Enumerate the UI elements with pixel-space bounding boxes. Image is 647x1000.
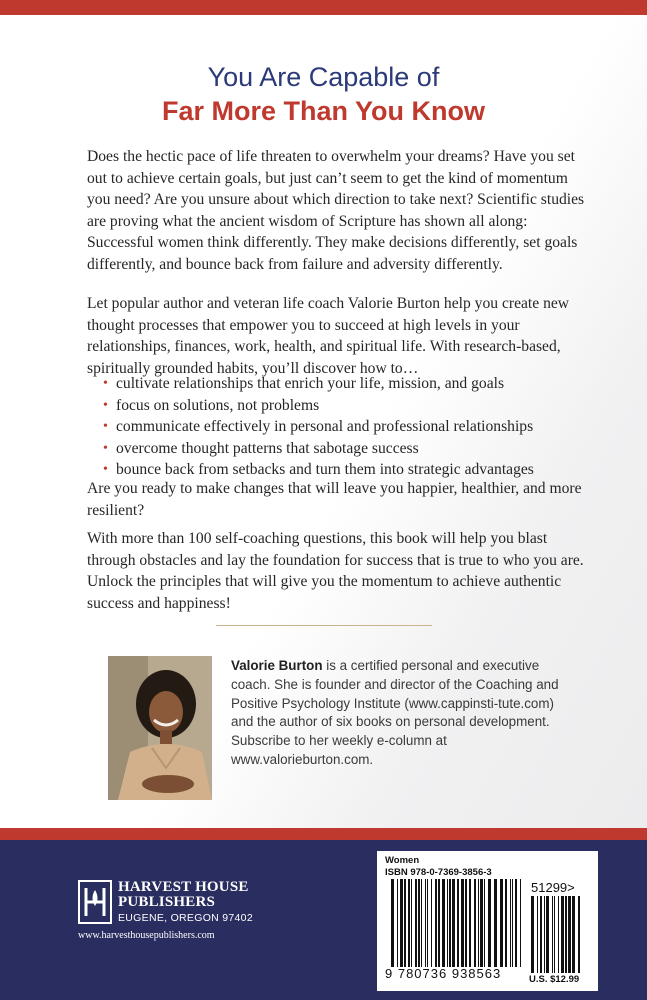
benefits-list xyxy=(103,373,603,481)
question-paragraph: Are you ready to make changes that will leave you happier, healthier, and more resilient? xyxy=(87,480,582,519)
top-red-band xyxy=(0,0,647,15)
list-item-text: communicate effectively in personal and professional relationships xyxy=(116,418,534,436)
bullet-icon: • xyxy=(103,376,108,391)
list-item-text: cultivate relationships that enrich your life, mission, and goals xyxy=(116,375,505,392)
heading-line-2: Far More Than You Know xyxy=(161,96,485,126)
bullet-icon: • xyxy=(103,462,108,478)
publisher-logo xyxy=(78,880,268,950)
heading-line-1: You Are Capable of xyxy=(207,62,440,92)
intro-paragraph: Does the hectic pace of life threaten to overwhelm your dreams? Have you set out to achieve certain goals, but just can’t seem to get the kind of momentum you need? Are you unsure about which direction to take next? Scientific studies are proving what the ancient wisdom of Scripture has shown all along: Successful women think differently. They make decisions differently, set goals differently, and bounce back from failure and adversity differently. xyxy=(87,148,585,273)
price-code: 51299> xyxy=(531,880,575,895)
list-item xyxy=(103,416,603,438)
publisher-name: HARVEST HOUSE PUBLISHERS xyxy=(118,879,249,910)
bottom-red-band xyxy=(0,828,647,840)
list-item xyxy=(103,438,603,460)
divider-line xyxy=(216,625,432,626)
bullet-icon: • xyxy=(103,440,108,456)
author-bio xyxy=(231,657,561,770)
publisher-url: www.harvesthousepublishers.com xyxy=(78,930,215,941)
barcode-icon xyxy=(391,879,526,967)
publisher-emblem-icon xyxy=(78,880,112,924)
price-label: U.S. $12.99 xyxy=(529,974,580,985)
author-paragraph: Let popular author and veteran life coach Valorie Burton help you create new thought processes that empower you to succeed at high levels in your relationships, finances, work, health, and spiritual life. With research-based, spiritually grounded habits, you’ll discover how to… xyxy=(87,295,570,377)
publisher-city: EUGENE, OREGON 97402 xyxy=(118,912,253,924)
author-bio-text: is a certified personal and executive coach. She is founder and director of the Coaching and Positive Psychology Institute (www.cappinsti-tute.com) and the author of six books on personal development. Subscribe to her weekly e-column at www.valorieburton.com. xyxy=(231,658,559,767)
list-item-text: bounce back from setbacks and turn them into strategic advantages xyxy=(116,461,534,479)
barcode-panel xyxy=(377,851,598,991)
price-barcode-icon xyxy=(531,896,583,973)
list-item xyxy=(103,373,603,395)
barcode-category: Women xyxy=(385,855,420,866)
author-portrait-icon xyxy=(108,656,212,800)
closing-paragraph: With more than 100 self-coaching questions, this book will help you blast through obstacles and lay the foundation for success that is true to who you are. Unlock the principles that will give you the momentum to achieve authentic success and happiness! xyxy=(87,530,584,612)
author-name: Valorie Burton xyxy=(231,658,323,673)
bullet-icon: • xyxy=(103,419,108,435)
bullet-icon: • xyxy=(103,397,108,413)
author-photo xyxy=(108,656,212,800)
barcode-number: 9 780736 938563 xyxy=(385,966,502,981)
list-item-text: focus on solutions, not problems xyxy=(116,396,320,414)
isbn-text: ISBN 978-0-7369-3856-3 xyxy=(385,867,492,878)
list-item xyxy=(103,395,603,417)
list-item-text: overcome thought patterns that sabotage success xyxy=(116,439,419,457)
